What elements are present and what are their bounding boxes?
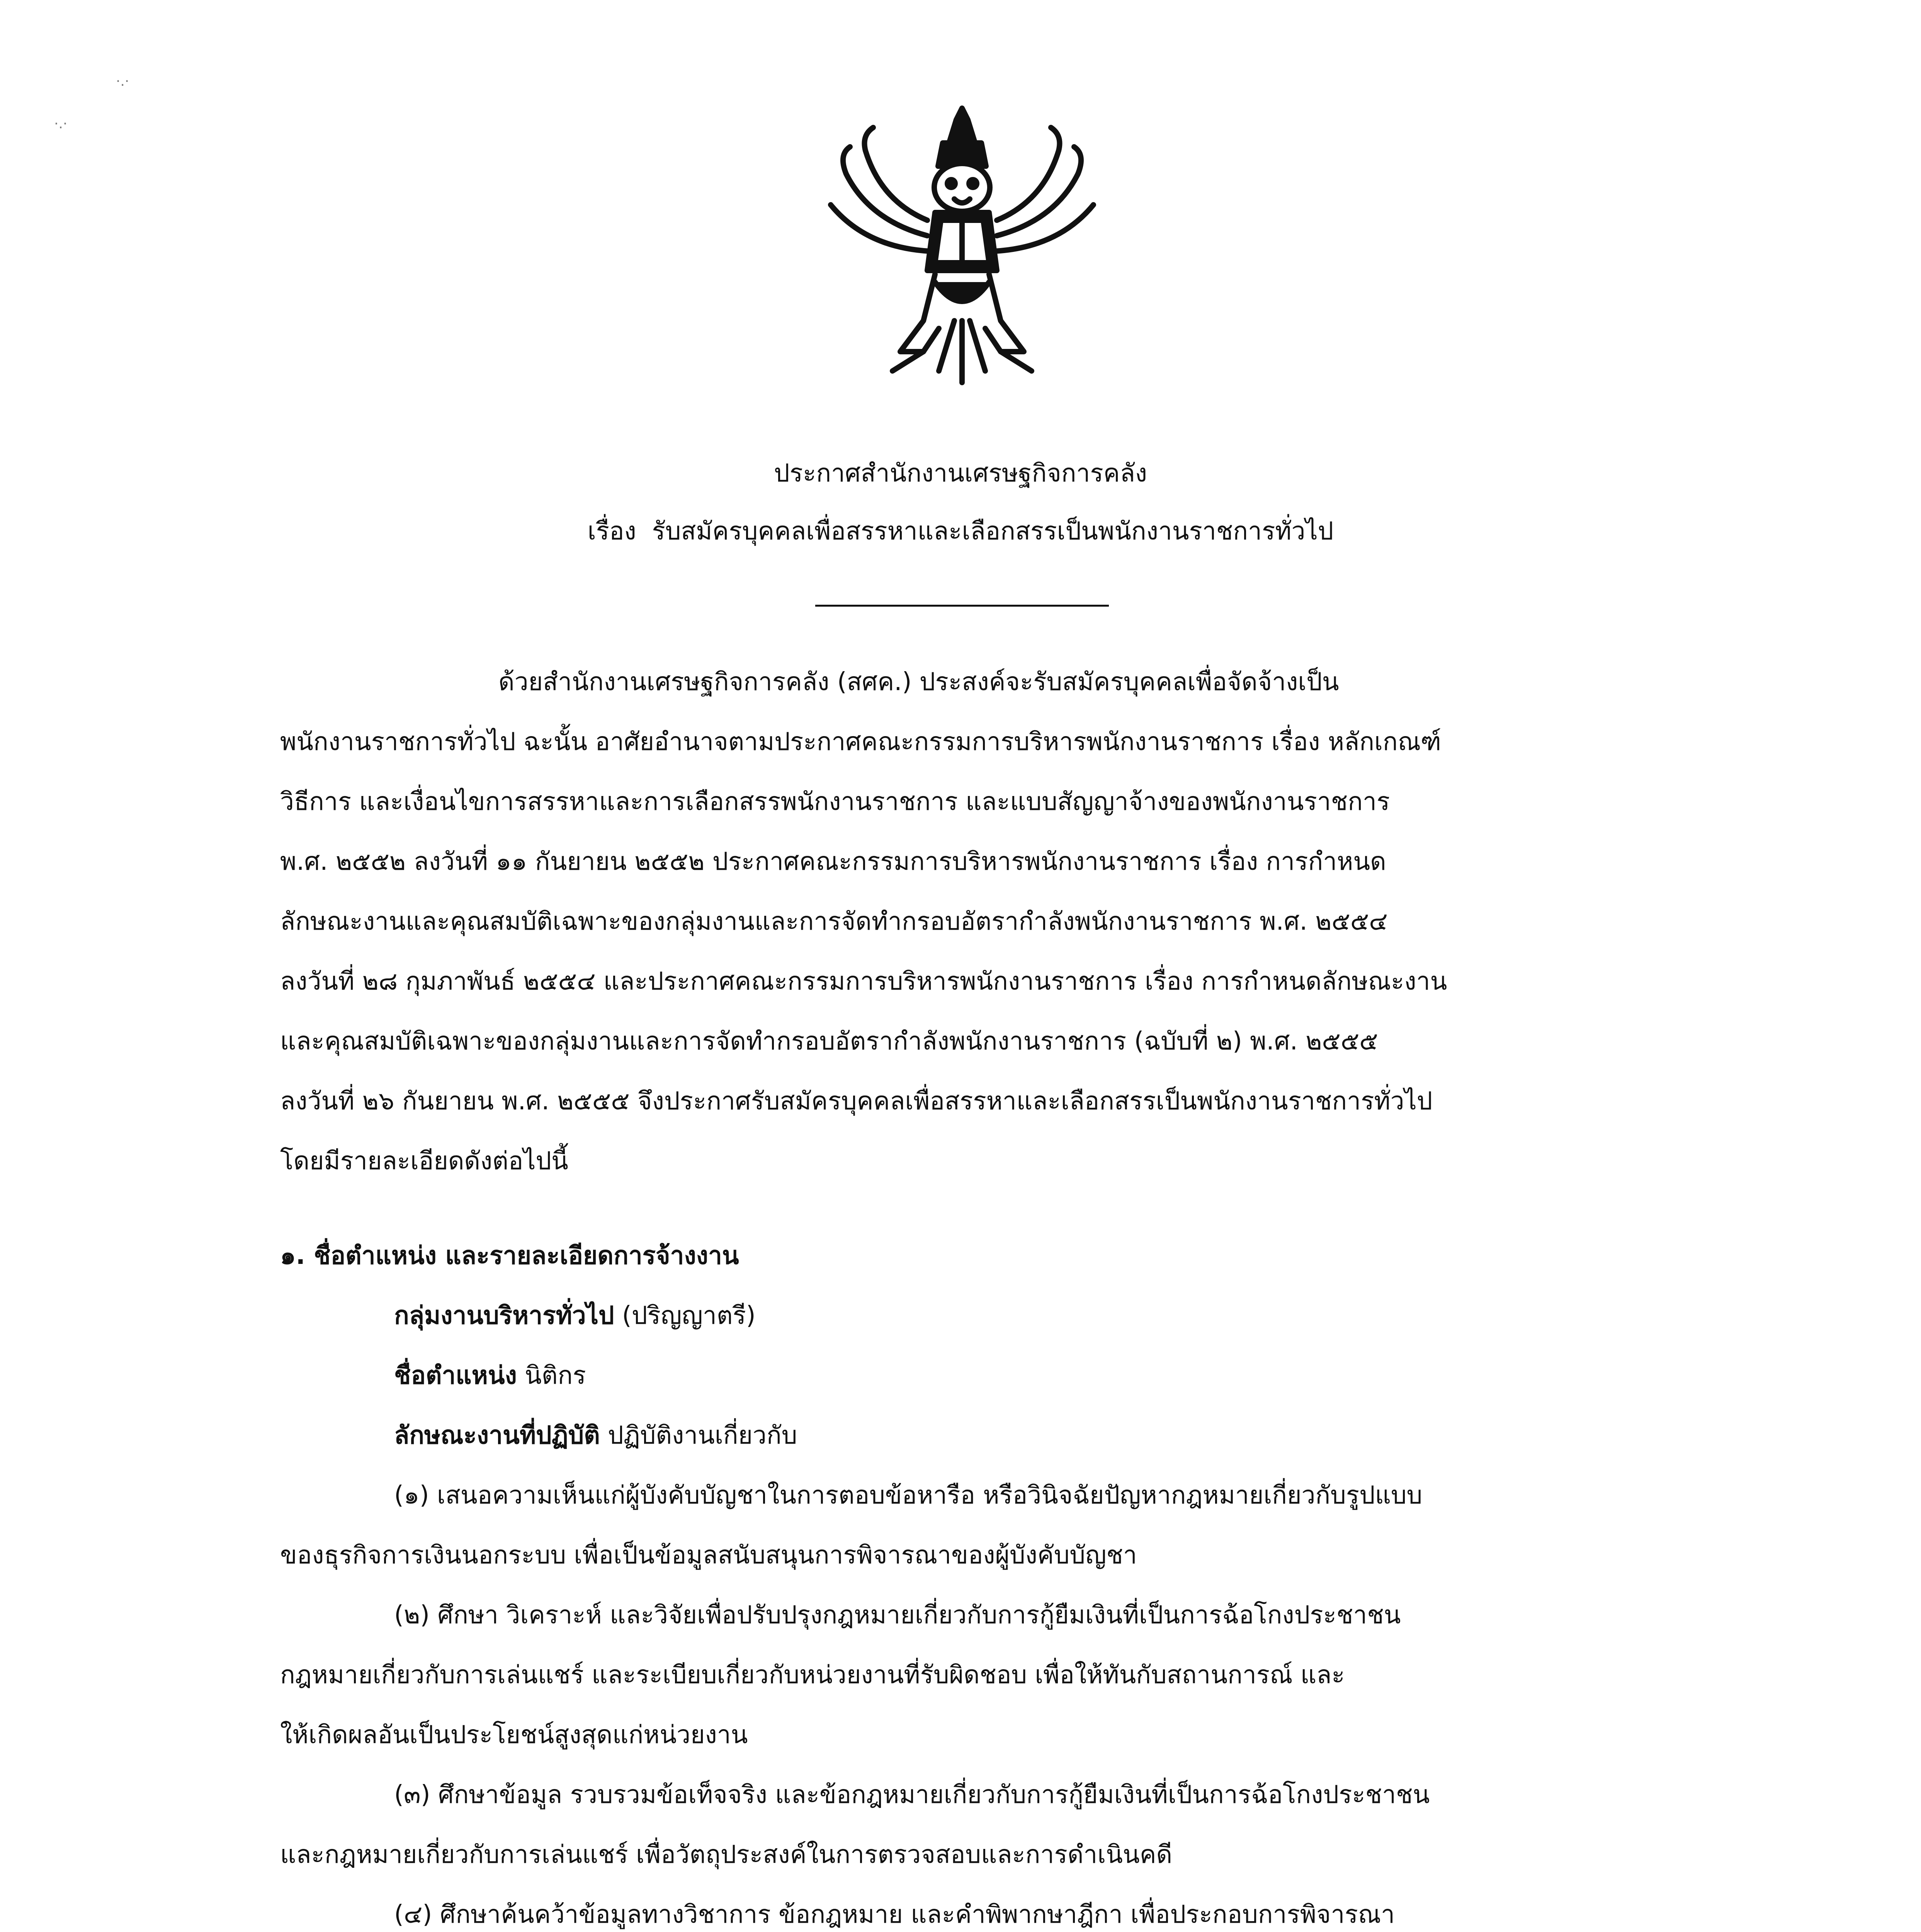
scan-artifact: ·.·: [54, 116, 68, 132]
subject-prefix: เรื่อง: [587, 517, 636, 546]
duty-item: และกฎหมายเกี่ยวกับการเล่นแชร์ เพื่อวัตถุประสงค์ในการตรวจสอบและการดำเนินคดี: [280, 1840, 1173, 1869]
duty-item: กฎหมายเกี่ยวกับการเล่นแชร์ และระเบียบเกี่ยวกับหน่วยงานที่รับผิดชอบ เพื่อให้ทันกับสถานการณ์ และ: [280, 1661, 1345, 1689]
intro-line: ลักษณะงานและคุณสมบัติเฉพาะของกลุ่มงานและการจัดทำกรอบอัตรากำลังพนักงานราชการ พ.ศ. ๒๕๕๔: [280, 907, 1388, 936]
scan-artifact: ·.·: [116, 73, 129, 89]
section-heading: ๑. ชื่อตำแหน่ง และรายละเอียดการจ้างงาน: [280, 1242, 739, 1270]
intro-line: โดยมีรายละเอียดดังต่อไปนี้: [280, 1147, 568, 1175]
duty-item: ของธุรกิจการเงินนอกระบบ เพื่อเป็นข้อมูลสนับสนุนการพิจารณาของผู้บังคับบัญชา: [280, 1541, 1137, 1570]
duty-item: (๔) ศึกษาค้นคว้าข้อมูลทางวิชาการ ข้อกฎหมาย และคำพิพากษาฎีกา เพื่อประกอบการพิจารณา: [394, 1900, 1395, 1929]
intro-line: พนักงานราชการทั่วไป ฉะนั้น อาศัยอำนาจตามประกาศคณะกรรมการบริหารพนักงานราชการ เรื่อง หลักเกณฑ์: [280, 728, 1442, 756]
intro-line: พ.ศ. ๒๕๕๒ ลงวันที่ ๑๑ กันยายน ๒๕๕๒ ประกาศคณะกรรมการบริหารพนักงานราชการ เรื่อง การกำหนด: [280, 847, 1386, 876]
intro-line: ลงวันที่ ๒๖ กันยายน พ.ศ. ๒๕๕๕ จึงประกาศรับสมัครบุคคลเพื่อสรรหาและเลือกสรรเป็นพนักงานราชการทั่วไป: [280, 1087, 1433, 1116]
duty-item: (๓) ศึกษาข้อมูล รวบรวมข้อเท็จจริง และข้อกฎหมายเกี่ยวกับการกู้ยืมเงินที่เป็นการฉ้อโกงประชาชน: [394, 1781, 1430, 1809]
duty-item: (๒) ศึกษา วิเคราะห์ และวิจัยเพื่อปรับปรุงกฎหมายเกี่ยวกับการกู้ยืมเงินที่เป็นการฉ้อโกงประชาชน: [394, 1601, 1401, 1629]
job-duties: [394, 1414, 797, 1457]
garuda-emblem-icon: [808, 104, 1117, 390]
intro-line: ด้วยสำนักงานเศรษฐกิจการคลัง (สศค.) ประสงค์จะรับสมัครบุคคลเพื่อจัดจ้างเป็น: [498, 668, 1339, 696]
duties-label: ลักษณะงานที่ปฏิบัติ: [394, 1421, 600, 1450]
document-subject: [0, 510, 1921, 553]
duties-value: ปฏิบัติงานเกี่ยวกับ: [600, 1421, 797, 1450]
position-label: ชื่อตำแหน่ง: [394, 1361, 517, 1390]
title-divider: [815, 605, 1109, 607]
job-group-label: กลุ่มงานบริหารทั่วไป: [394, 1301, 614, 1330]
intro-line: ลงวันที่ ๒๘ กุมภาพันธ์ ๒๕๕๔ และประกาศคณะกรรมการบริหารพนักงานราชการ เรื่อง การกำหนดลักษณะงาน: [280, 967, 1447, 996]
position-name: [394, 1354, 586, 1397]
intro-line: วิธีการ และเงื่อนไขการสรรหาและการเลือกสรรพนักงานราชการ และแบบสัญญาจ้างของพนักงานราชการ: [280, 787, 1390, 816]
job-group: [394, 1294, 756, 1337]
document-title: ประกาศสำนักงานเศรษฐกิจการคลัง: [774, 459, 1148, 488]
intro-line: และคุณสมบัติเฉพาะของกลุ่มงานและการจัดทำกรอบอัตรากำลังพนักงานราชการ (ฉบับที่ ๒) พ.ศ. ๒๕๕๕: [280, 1027, 1378, 1056]
duty-item: (๑) เสนอความเห็นแก่ผู้บังคับบัญชาในการตอบข้อหารือ หรือวินิจฉัยปัญหากฎหมายเกี่ยวกับรูปแบบ: [394, 1481, 1423, 1510]
job-group-value: (ปริญญาตรี): [614, 1301, 756, 1330]
duty-item: ให้เกิดผลอันเป็นประโยชน์สูงสุดแก่หน่วยงาน: [280, 1721, 748, 1749]
subject-text: รับสมัครบุคคลเพื่อสรรหาและเลือกสรรเป็นพนักงานราชการทั่วไป: [652, 517, 1334, 546]
position-value: นิติกร: [517, 1361, 586, 1390]
